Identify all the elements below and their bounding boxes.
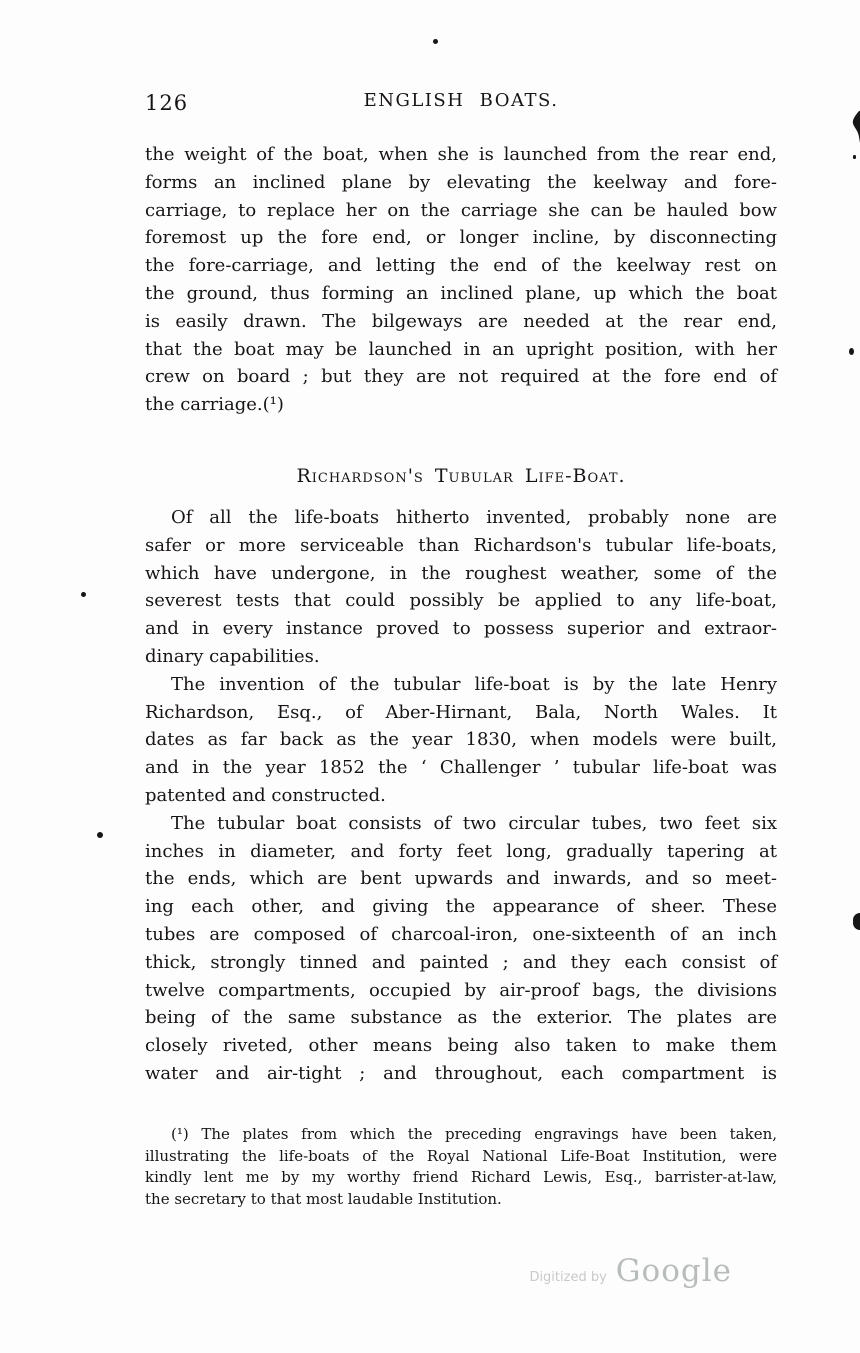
page-number: 126: [145, 91, 189, 115]
paragraph: [145, 671, 777, 810]
text-line: tubes are composed of charcoal-iron, one-sixteenth of an inch: [145, 923, 777, 945]
text-line: closely riveted, other means being also taken to make them: [145, 1035, 777, 1057]
text-line: (¹) The plates from which the preceding engravings have been taken,: [171, 1125, 777, 1143]
text-line: the weight of the boat, when she is launched from the rear end,: [145, 144, 777, 165]
text-column: [145, 141, 777, 1088]
watermark: [529, 1253, 732, 1289]
edge-mark-icon: [851, 111, 860, 143]
text-line: The tubular boat consists of two circular tubes, two feet six: [171, 812, 777, 834]
text-line: water and air-tight ; and throughout, each compartment is: [145, 1062, 777, 1084]
text-line: Richardson, Esq., of Aber-Hirnant, Bala, North Wales. It: [145, 701, 777, 723]
text-line: thick, strongly tinned and painted ; and they each consist of: [145, 951, 777, 973]
text-line: twelve compartments, occupied by air-proof bags, the divisions: [145, 979, 777, 1001]
paragraph: [145, 141, 777, 419]
scan-artifact: [849, 348, 854, 355]
text-line: which have undergone, in the roughest weather, some of the: [145, 562, 777, 584]
text-line: being of the same substance as the exterior. The plates are: [145, 1007, 777, 1029]
text-line: the ends, which are bent upwards and inwards, and so meet-: [145, 868, 777, 890]
text-line: inches in diameter, and forty feet long, gradually tapering at: [145, 840, 777, 862]
text-line: foremost up the fore end, or longer incline, by disconnecting: [145, 227, 777, 249]
text-line: forms an inclined plane by elevating the keelway and fore-: [145, 171, 777, 193]
text-line: ing each other, and giving the appearance of sheer. These: [145, 896, 777, 918]
text-line: that the boat may be launched in an upright position, with her: [145, 338, 777, 360]
scan-artifact: [853, 913, 860, 930]
section-heading: Richardson's Tubular Life-Boat.: [296, 464, 626, 487]
text-line: the secretary to that most laudable Institution.: [145, 1189, 502, 1208]
text-line: The invention of the tubular life-boat is by the late Henry: [171, 673, 777, 695]
text-line: dates as far back as the year 1830, when models were built,: [145, 729, 777, 751]
google-logo: Google: [615, 1253, 732, 1289]
text-line: crew on board ; but they are not required at the fore end of: [145, 366, 777, 388]
text-line: carriage, to replace her on the carriage she can be hauled bow: [145, 199, 777, 221]
text-line: the carriage.(¹): [145, 394, 284, 416]
footnote: [145, 1124, 777, 1210]
text-line: the ground, thus forming an inclined plane, up which the boat: [145, 282, 777, 304]
scan-artifact: [851, 111, 860, 143]
text-line: safer or more serviceable than Richardson's tubular life-boats,: [145, 534, 777, 556]
running-title: ENGLISH BOATS.: [363, 90, 559, 111]
scan-artifact: [853, 155, 856, 159]
scan-artifact: [81, 592, 86, 597]
scan-artifact: [97, 832, 103, 838]
text-line: illustrating the life-boats of the Royal National Life-Boat Institution, were: [145, 1146, 777, 1165]
text-line: dinary capabilities.: [145, 645, 320, 667]
text-line: patented and constructed.: [145, 784, 386, 806]
text-line: is easily drawn. The bilgeways are needed at the rear end,: [145, 310, 777, 332]
text-line: and in the year 1852 the ‘ Challenger ’ tubular life-boat was: [145, 757, 777, 779]
text-line: the fore-carriage, and letting the end of the keelway rest on: [145, 255, 777, 277]
paragraph: [145, 810, 777, 1088]
text-line: Of all the life-boats hitherto invented, probably none are: [171, 506, 777, 528]
scan-artifact: [433, 39, 438, 44]
text-line: severest tests that could possibly be applied to any life-boat,: [145, 590, 777, 612]
watermark-prefix: Digitized by: [529, 1270, 607, 1285]
text-line: kindly lent me by my worthy friend Richard Lewis, Esq., barrister-at-law,: [145, 1168, 777, 1186]
text-line: and in every instance proved to possess superior and extraor-: [145, 618, 777, 640]
paragraph: [145, 504, 777, 671]
page-header: [145, 90, 777, 115]
